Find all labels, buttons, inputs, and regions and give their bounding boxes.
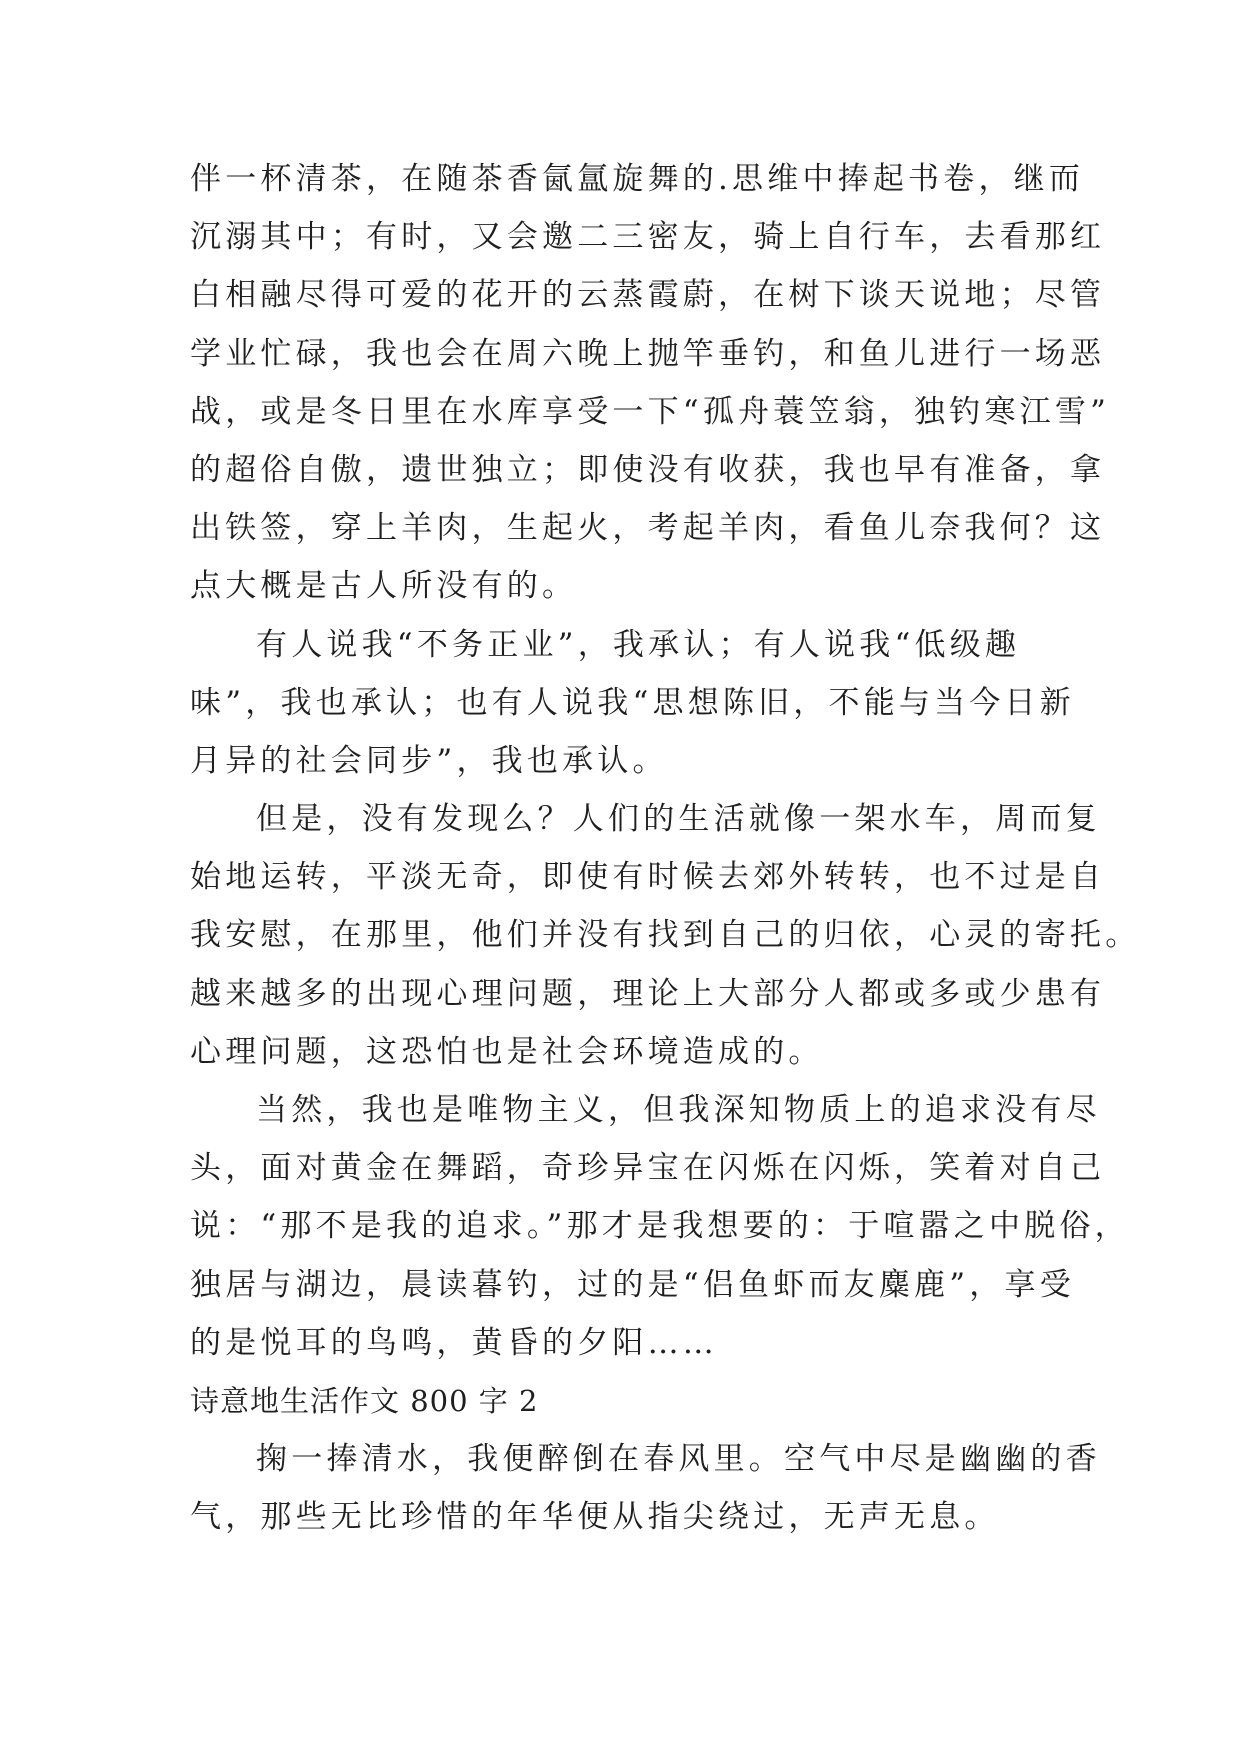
text-line: 的是悦耳的鸟鸣，黄昏的夕阳…… bbox=[190, 1324, 718, 1361]
text-line: 始地运转，平淡无奇，即使有时候去郊外转转，也不过是自 bbox=[190, 859, 1106, 896]
text-line: 出铁签，穿上羊肉，生起火，考起羊肉，看鱼儿奈我何？这 bbox=[190, 510, 1106, 547]
text-line: 点大概是古人所没有的。 bbox=[190, 568, 578, 605]
paragraph-4 bbox=[190, 1081, 1130, 1372]
text-line: 头，面对黄金在舞蹈，奇珍异宝在闪烁在闪烁，笑着对自己 bbox=[190, 1150, 1106, 1187]
text-line: 味”，我也承认；也有人说我“思想陈旧，不能与当今日新 bbox=[190, 684, 1075, 721]
document-page bbox=[190, 150, 1141, 1546]
text-line: 越来越多的出现心理问题，理论上大部分人都或多或少患有 bbox=[190, 975, 1106, 1012]
text-line: 心理问题，这恐怕也是社会环境造成的。 bbox=[190, 1033, 824, 1070]
text-line: 我安慰，在那里，他们并没有找到自己的归依，心灵的寄托。 bbox=[190, 917, 1141, 954]
paragraph-2 bbox=[190, 616, 1075, 791]
text-line: 有人说我“不务正业”，我承认；有人说我“低级趣 bbox=[256, 626, 1021, 663]
text-line: 的超俗自傲，遗世独立；即使没有收获，我也早有准备，拿 bbox=[190, 451, 1106, 488]
section-heading: 诗意地生活作文 800 字 2 bbox=[190, 1383, 539, 1418]
text-line: 掬一捧清水，我便醉倒在春风里。空气中尽是幽幽的香 bbox=[256, 1440, 1101, 1477]
text-line: 学业忙碌，我也会在周六晚上抛竿垂钓，和鱼儿进行一场恶 bbox=[190, 335, 1106, 372]
text-line: 说：“那不是我的追求。”那才是我想要的：于喧嚣之中脱俗， bbox=[190, 1208, 1130, 1245]
paragraph-3 bbox=[190, 790, 1141, 1081]
paragraph-1 bbox=[190, 150, 1111, 616]
text-line: 白相融尽得可爱的花开的云蒸霞蔚，在树下谈天说地；尽管 bbox=[190, 277, 1106, 314]
text-line: 当然，我也是唯物主义，但我深知物质上的追求没有尽 bbox=[256, 1092, 1101, 1128]
text-line: 沉溺其中；有时，又会邀二三密友，骑上自行车，去看那红 bbox=[190, 219, 1106, 256]
paragraph-5 bbox=[190, 1430, 1101, 1546]
text-line: 伴一杯清茶，在随茶香氤氲旋舞的.思维中捧起书卷，继而 bbox=[190, 161, 1085, 197]
text-line: 战，或是冬日里在水库享受一下“孤舟蓑笠翁，独钓寒江雪” bbox=[190, 393, 1111, 430]
text-line: 气，那些无比珍惜的年华便从指尖绕过，无声无息。 bbox=[190, 1499, 1000, 1536]
text-line: 月异的社会同步”，我也承认。 bbox=[190, 742, 668, 779]
text-line: 独居与湖边，晨读暮钓，过的是“侣鱼虾而友麋鹿”，享受 bbox=[190, 1266, 1075, 1303]
text-line: 但是，没有发现么？人们的生活就像一架水车，周而复 bbox=[256, 801, 1101, 838]
